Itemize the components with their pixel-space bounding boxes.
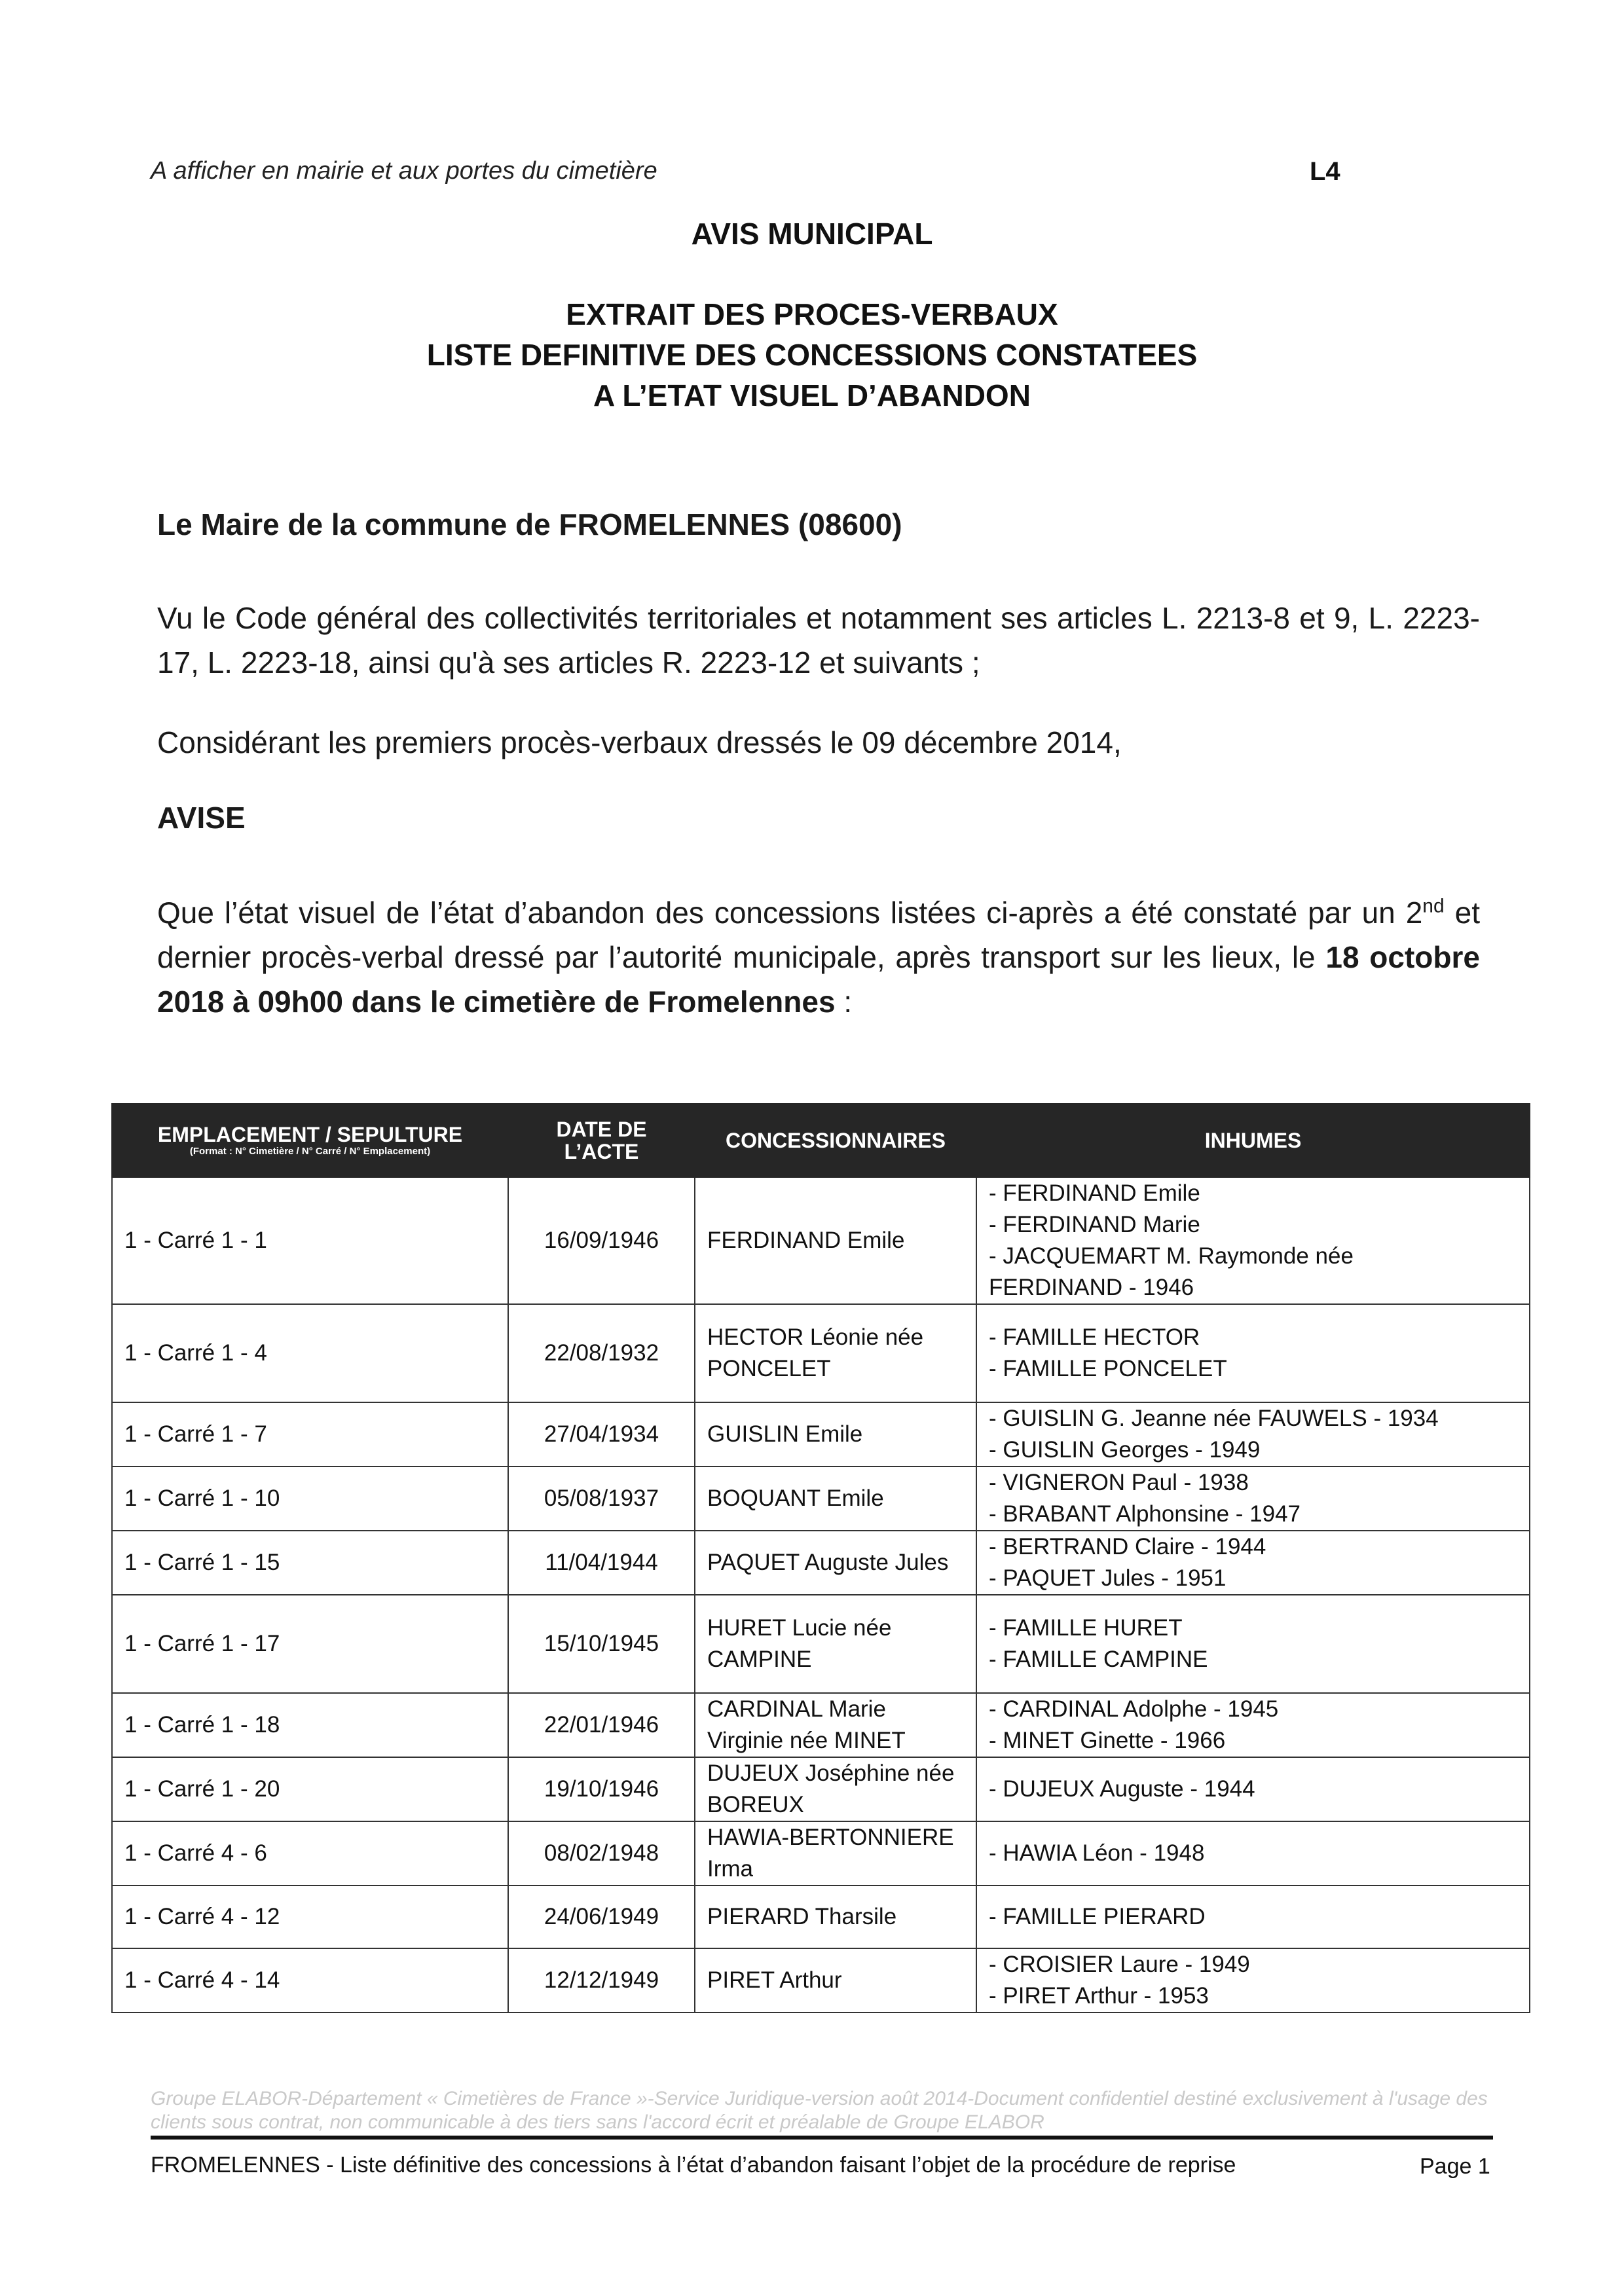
cell-date: 22/08/1932 (508, 1304, 695, 1402)
paragraph-considerant: Considérant les premiers procès-verbaux dressés le 09 décembre 2014, (157, 725, 1122, 759)
inhume-entry: - GUISLIN G. Jeanne née FAUWELS - 1934 (989, 1406, 1439, 1431)
table-row (112, 1693, 1530, 1757)
inhume-entry: - FAMILLE HECTOR (989, 1324, 1200, 1350)
cell-emplacement: 1 - Carré 4 - 14 (112, 1948, 508, 2013)
inhume-entry: - BRABANT Alphonsine - 1947 (989, 1501, 1301, 1527)
header-inhumes: INHUMES (976, 1104, 1530, 1177)
paragraph-que-part2: et dernier procès-verbal dressé par l’autorité municipale, après transport sur les lieux, le (157, 896, 1480, 974)
posting-instruction: A afficher en mairie et aux portes du cimetière (151, 157, 657, 185)
inhume-entry: - HAWIA Léon - 1948 (989, 1840, 1205, 1866)
cell-date: 27/04/1934 (508, 1402, 695, 1467)
cell-inhumes (976, 1402, 1530, 1467)
cell-inhumes (976, 1757, 1530, 1821)
paragraph-que (157, 890, 1480, 1024)
paragraph-vu: Vu le Code général des collectivités territoriales et notamment ses articles L. 2213-8 et 9, L. 2223-17, L. 2223-18, ainsi qu'à ses articles R. 2223-12 et suivants ; (157, 601, 1480, 680)
inhume-entry: FERDINAND - 1946 (989, 1275, 1194, 1300)
cell-inhumes (976, 1531, 1530, 1595)
cell-inhumes (976, 1304, 1530, 1402)
cell-emplacement: 1 - Carré 1 - 20 (112, 1757, 508, 1821)
inhume-entry: - PIRET Arthur - 1953 (989, 1983, 1209, 2009)
cell-date: 12/12/1949 (508, 1948, 695, 2013)
cell-date: 08/02/1948 (508, 1821, 695, 1886)
table-row (112, 1467, 1530, 1531)
cell-emplacement: 1 - Carré 4 - 12 (112, 1886, 508, 1948)
cell-concessionnaire: GUISLIN Emile (695, 1402, 976, 1467)
cell-date: 15/10/1945 (508, 1595, 695, 1693)
cell-inhumes (976, 1177, 1530, 1304)
cell-date: 22/01/1946 (508, 1693, 695, 1757)
inhume-entry: - DUJEUX Auguste - 1944 (989, 1776, 1255, 1802)
inhume-entry: - FAMILLE PONCELET (989, 1356, 1227, 1381)
table-row (112, 1177, 1530, 1304)
inhume-entry: - FERDINAND Marie (989, 1212, 1200, 1237)
cell-concessionnaire: DUJEUX Joséphine née BOREUX (695, 1757, 976, 1821)
cell-inhumes (976, 1948, 1530, 2013)
inhume-entry: - VIGNERON Paul - 1938 (989, 1470, 1249, 1495)
inhume-entry: - FERDINAND Emile (989, 1180, 1200, 1206)
cell-date: 24/06/1949 (508, 1886, 695, 1948)
cell-concessionnaire: BOQUANT Emile (695, 1467, 976, 1531)
inhume-entry: - CARDINAL Adolphe - 1945 (989, 1696, 1279, 1722)
paragraph-que-part1: Que l’état visuel de l’état d’abandon des concessions listées ci-après a été constaté par un 2 (157, 896, 1423, 930)
header-emplacement (112, 1104, 508, 1177)
cell-inhumes (976, 1595, 1530, 1693)
paragraph-que-end: : (835, 985, 853, 1019)
table-header-row (112, 1104, 1530, 1177)
cell-concessionnaire: HAWIA-BERTONNIERE Irma (695, 1821, 976, 1886)
subtitle-line-2: LISTE DEFINITIVE DES CONCESSIONS CONSTATEES (426, 338, 1198, 372)
cell-concessionnaire: PIERARD Tharsile (695, 1886, 976, 1948)
cell-emplacement: 1 - Carré 1 - 15 (112, 1531, 508, 1595)
cell-date: 05/08/1937 (508, 1467, 695, 1531)
inhume-entry: - FAMILLE HURET (989, 1615, 1183, 1641)
footer-text: FROMELENNES - Liste définitive des concessions à l’état d’abandon faisant l’objet de la procédure de reprise (151, 2153, 1236, 2178)
inhume-entry: - FAMILLE PIERARD (989, 1904, 1206, 1929)
page-number: Page 1 (1420, 2154, 1490, 2179)
cell-emplacement: 1 - Carré 1 - 10 (112, 1467, 508, 1531)
cell-concessionnaire: PAQUET Auguste Jules (695, 1531, 976, 1595)
subtitle-line-1: EXTRAIT DES PROCES-VERBAUX (566, 297, 1058, 331)
table-row (112, 1948, 1530, 2013)
confidentiality-watermark: Groupe ELABOR-Département « Cimetières de France »-Service Juridique-version août 2014-Document confidentiel destiné exclusivement à l'usage des clients sous contrat, non communicable à des tiers sans l'accord écrit et préalable de Groupe ELABOR (151, 2088, 1488, 2133)
cell-date: 19/10/1946 (508, 1757, 695, 1821)
page-title: AVIS MUNICIPAL (691, 217, 933, 251)
table-row (112, 1757, 1530, 1821)
cell-inhumes (976, 1821, 1530, 1886)
table-body (112, 1177, 1530, 2013)
header-emplacement-label: EMPLACEMENT / SEPULTURE (157, 1123, 463, 1146)
table-row (112, 1595, 1530, 1693)
cell-concessionnaire: CARDINAL Marie Virginie née MINET (695, 1693, 976, 1757)
cell-concessionnaire: PIRET Arthur (695, 1948, 976, 2013)
table-row (112, 1304, 1530, 1402)
document-code: L4 (1310, 157, 1340, 186)
cell-inhumes (976, 1467, 1530, 1531)
inhume-entry: - MINET Ginette - 1966 (989, 1728, 1226, 1753)
cell-concessionnaire: FERDINAND Emile (695, 1177, 976, 1304)
inhume-entry: - CROISIER Laure - 1949 (989, 1952, 1250, 1977)
concessions-table (111, 1103, 1530, 2013)
inhume-entry: - GUISLIN Georges - 1949 (989, 1437, 1261, 1463)
inhume-entry: - FAMILLE CAMPINE (989, 1647, 1208, 1672)
footer-divider (151, 2136, 1493, 2140)
table-row (112, 1402, 1530, 1467)
header-date: DATE DE L’ACTE (508, 1104, 695, 1177)
cell-date: 16/09/1946 (508, 1177, 695, 1304)
inhume-entry: - JACQUEMART M. Raymonde née (989, 1243, 1354, 1269)
avise-heading: AVISE (157, 801, 246, 835)
cell-emplacement: 1 - Carré 4 - 6 (112, 1821, 508, 1886)
visit-date-place: 18 octobre 2018 à 09h00 dans le cimetière de Fromelennes (157, 940, 1480, 1019)
header-emplacement-format: (Format : N° Cimetière / N° Carré / N° Emplacement) (189, 1146, 431, 1157)
mayor-line: Le Maire de la commune de FROMELENNES (08600) (157, 507, 902, 541)
cell-emplacement: 1 - Carré 1 - 18 (112, 1693, 508, 1757)
ordinal-superscript: nd (1422, 895, 1445, 917)
cell-emplacement: 1 - Carré 1 - 7 (112, 1402, 508, 1467)
inhume-entry: - BERTRAND Claire - 1944 (989, 1534, 1266, 1559)
cell-inhumes (976, 1693, 1530, 1757)
subtitle-line-3: A L’ETAT VISUEL D’ABANDON (593, 378, 1031, 412)
cell-inhumes (976, 1886, 1530, 1948)
cell-emplacement: 1 - Carré 1 - 17 (112, 1595, 508, 1693)
cell-concessionnaire: HECTOR Léonie née PONCELET (695, 1304, 976, 1402)
cell-emplacement: 1 - Carré 1 - 4 (112, 1304, 508, 1402)
cell-emplacement: 1 - Carré 1 - 1 (112, 1177, 508, 1304)
table-row (112, 1821, 1530, 1886)
cell-date: 11/04/1944 (508, 1531, 695, 1595)
cell-concessionnaire: HURET Lucie née CAMPINE (695, 1595, 976, 1693)
table-row (112, 1886, 1530, 1948)
header-concessionnaires: CONCESSIONNAIRES (695, 1104, 976, 1177)
table-row (112, 1531, 1530, 1595)
inhume-entry: - PAQUET Jules - 1951 (989, 1565, 1227, 1591)
